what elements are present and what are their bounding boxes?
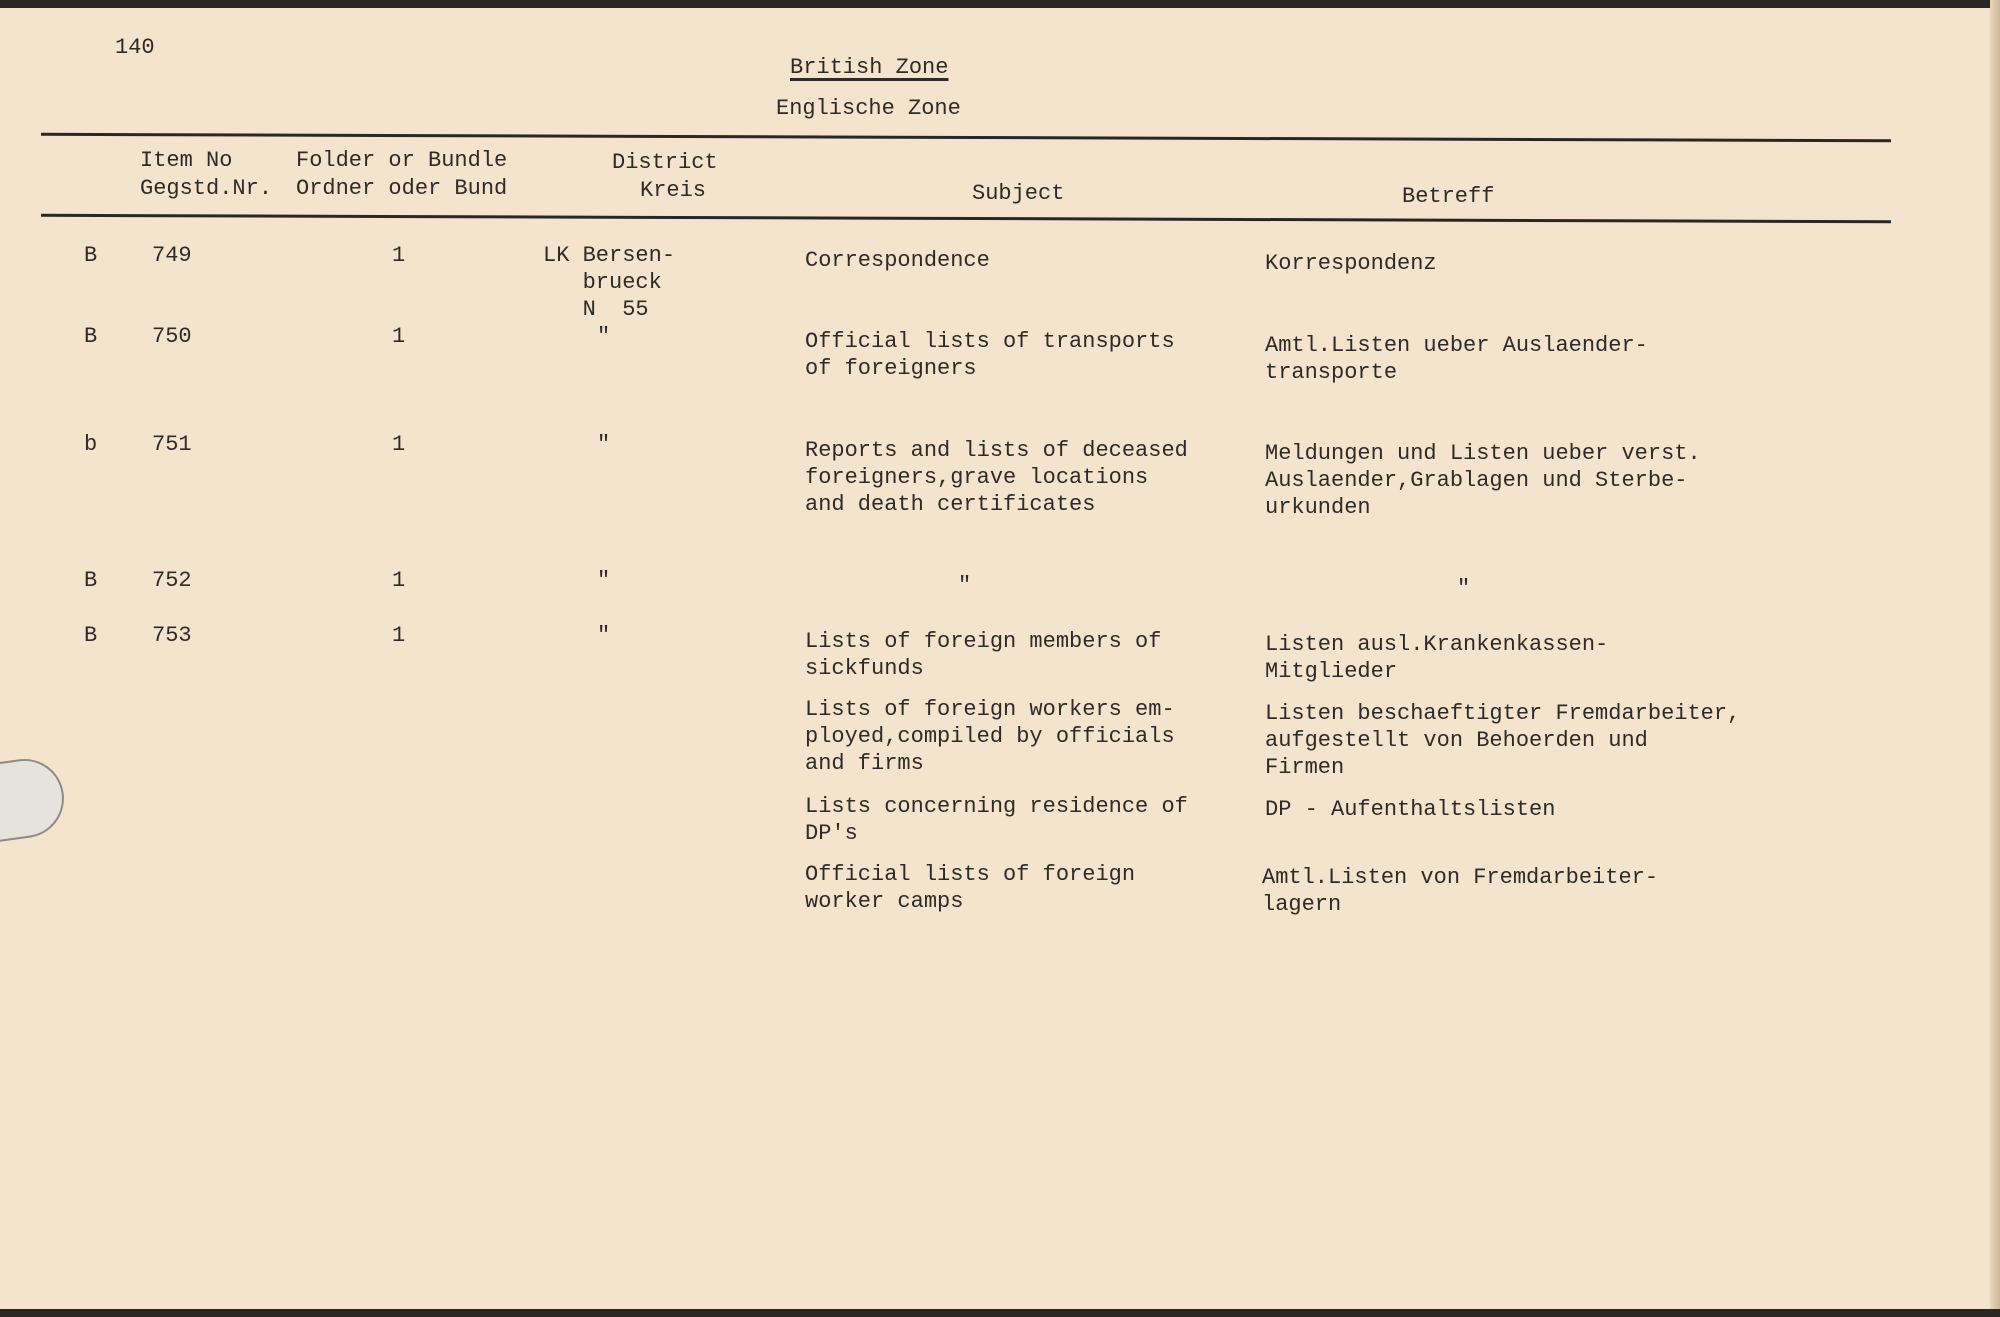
scan-top-border [0, 0, 2000, 8]
subentry-betreff: Amtl.Listen von Fremdarbeiter- lagern [1262, 865, 1659, 917]
row-district: " [597, 623, 611, 648]
row-betreff: " [1457, 576, 1471, 601]
header-subject: Subject [972, 181, 1065, 206]
header-bottom-rule [41, 214, 1891, 223]
subentry-betreff: DP - Aufenthaltslisten [1265, 797, 1556, 822]
page-number: 140 [115, 35, 155, 60]
row-folder: 1 [392, 243, 406, 268]
header-item-no-de: Gegstd.Nr. [140, 176, 273, 201]
row-item-no: 749 [152, 243, 192, 268]
scan-bottom-border [0, 1309, 2000, 1317]
row-district: " [597, 432, 611, 457]
row-betreff: Korrespondenz [1265, 251, 1437, 276]
row-item-no: 752 [152, 568, 192, 593]
row-subject: Correspondence [805, 248, 990, 273]
row-prefix: B [84, 243, 98, 268]
subentry-betreff: Listen beschaeftigter Fremdarbeiter, aufgestellt von Behoerden und Firmen [1265, 701, 1741, 780]
row-subject: Official lists of transports of foreigners [805, 329, 1175, 381]
row-district: " [597, 568, 611, 593]
subentry-subject: Lists of foreign workers em- ployed,compiled by officials and firms [805, 697, 1175, 776]
header-top-rule [41, 133, 1891, 142]
header-betreff: Betreff [1402, 184, 1495, 209]
row-subject: Lists of foreign members of sickfunds [805, 629, 1162, 681]
row-item-no: 753 [152, 623, 192, 648]
binder-tab [0, 754, 69, 845]
row-subject: Reports and lists of deceased foreigners,grave locations and death certificates [805, 438, 1188, 517]
row-prefix: B [84, 324, 98, 349]
header-folder: Folder or Bundle [296, 148, 508, 173]
row-betreff: Listen ausl.Krankenkassen- Mitglieder [1265, 632, 1609, 684]
subentry-subject: Official lists of foreign worker camps [805, 862, 1136, 914]
row-district: " [597, 324, 611, 349]
row-folder: 1 [392, 324, 406, 349]
row-item-no: 750 [152, 324, 192, 349]
page-title: British Zone [790, 55, 949, 80]
header-folder-de: Ordner oder Bund [296, 176, 508, 201]
page-subtitle: Englische Zone [776, 96, 961, 121]
row-prefix: b [84, 432, 98, 457]
header-item-no: Item No [140, 148, 233, 173]
page-edge [1990, 0, 2000, 1317]
subentry-subject: Lists concerning residence of DP's [805, 794, 1188, 846]
row-folder: 1 [392, 432, 406, 457]
row-betreff: Amtl.Listen ueber Auslaender- transporte [1265, 333, 1648, 385]
header-district-de: Kreis [640, 178, 707, 203]
row-folder: 1 [392, 568, 406, 593]
row-prefix: B [84, 568, 98, 593]
header-district: District [612, 150, 718, 175]
row-betreff: Meldungen und Listen ueber verst. Auslaender,Grablagen und Sterbe- urkunden [1265, 441, 1701, 520]
row-district: LK Bersen- brueck N 55 [543, 243, 676, 322]
row-prefix: B [84, 623, 98, 648]
row-folder: 1 [392, 623, 406, 648]
row-item-no: 751 [152, 432, 192, 457]
row-subject: " [958, 573, 972, 598]
